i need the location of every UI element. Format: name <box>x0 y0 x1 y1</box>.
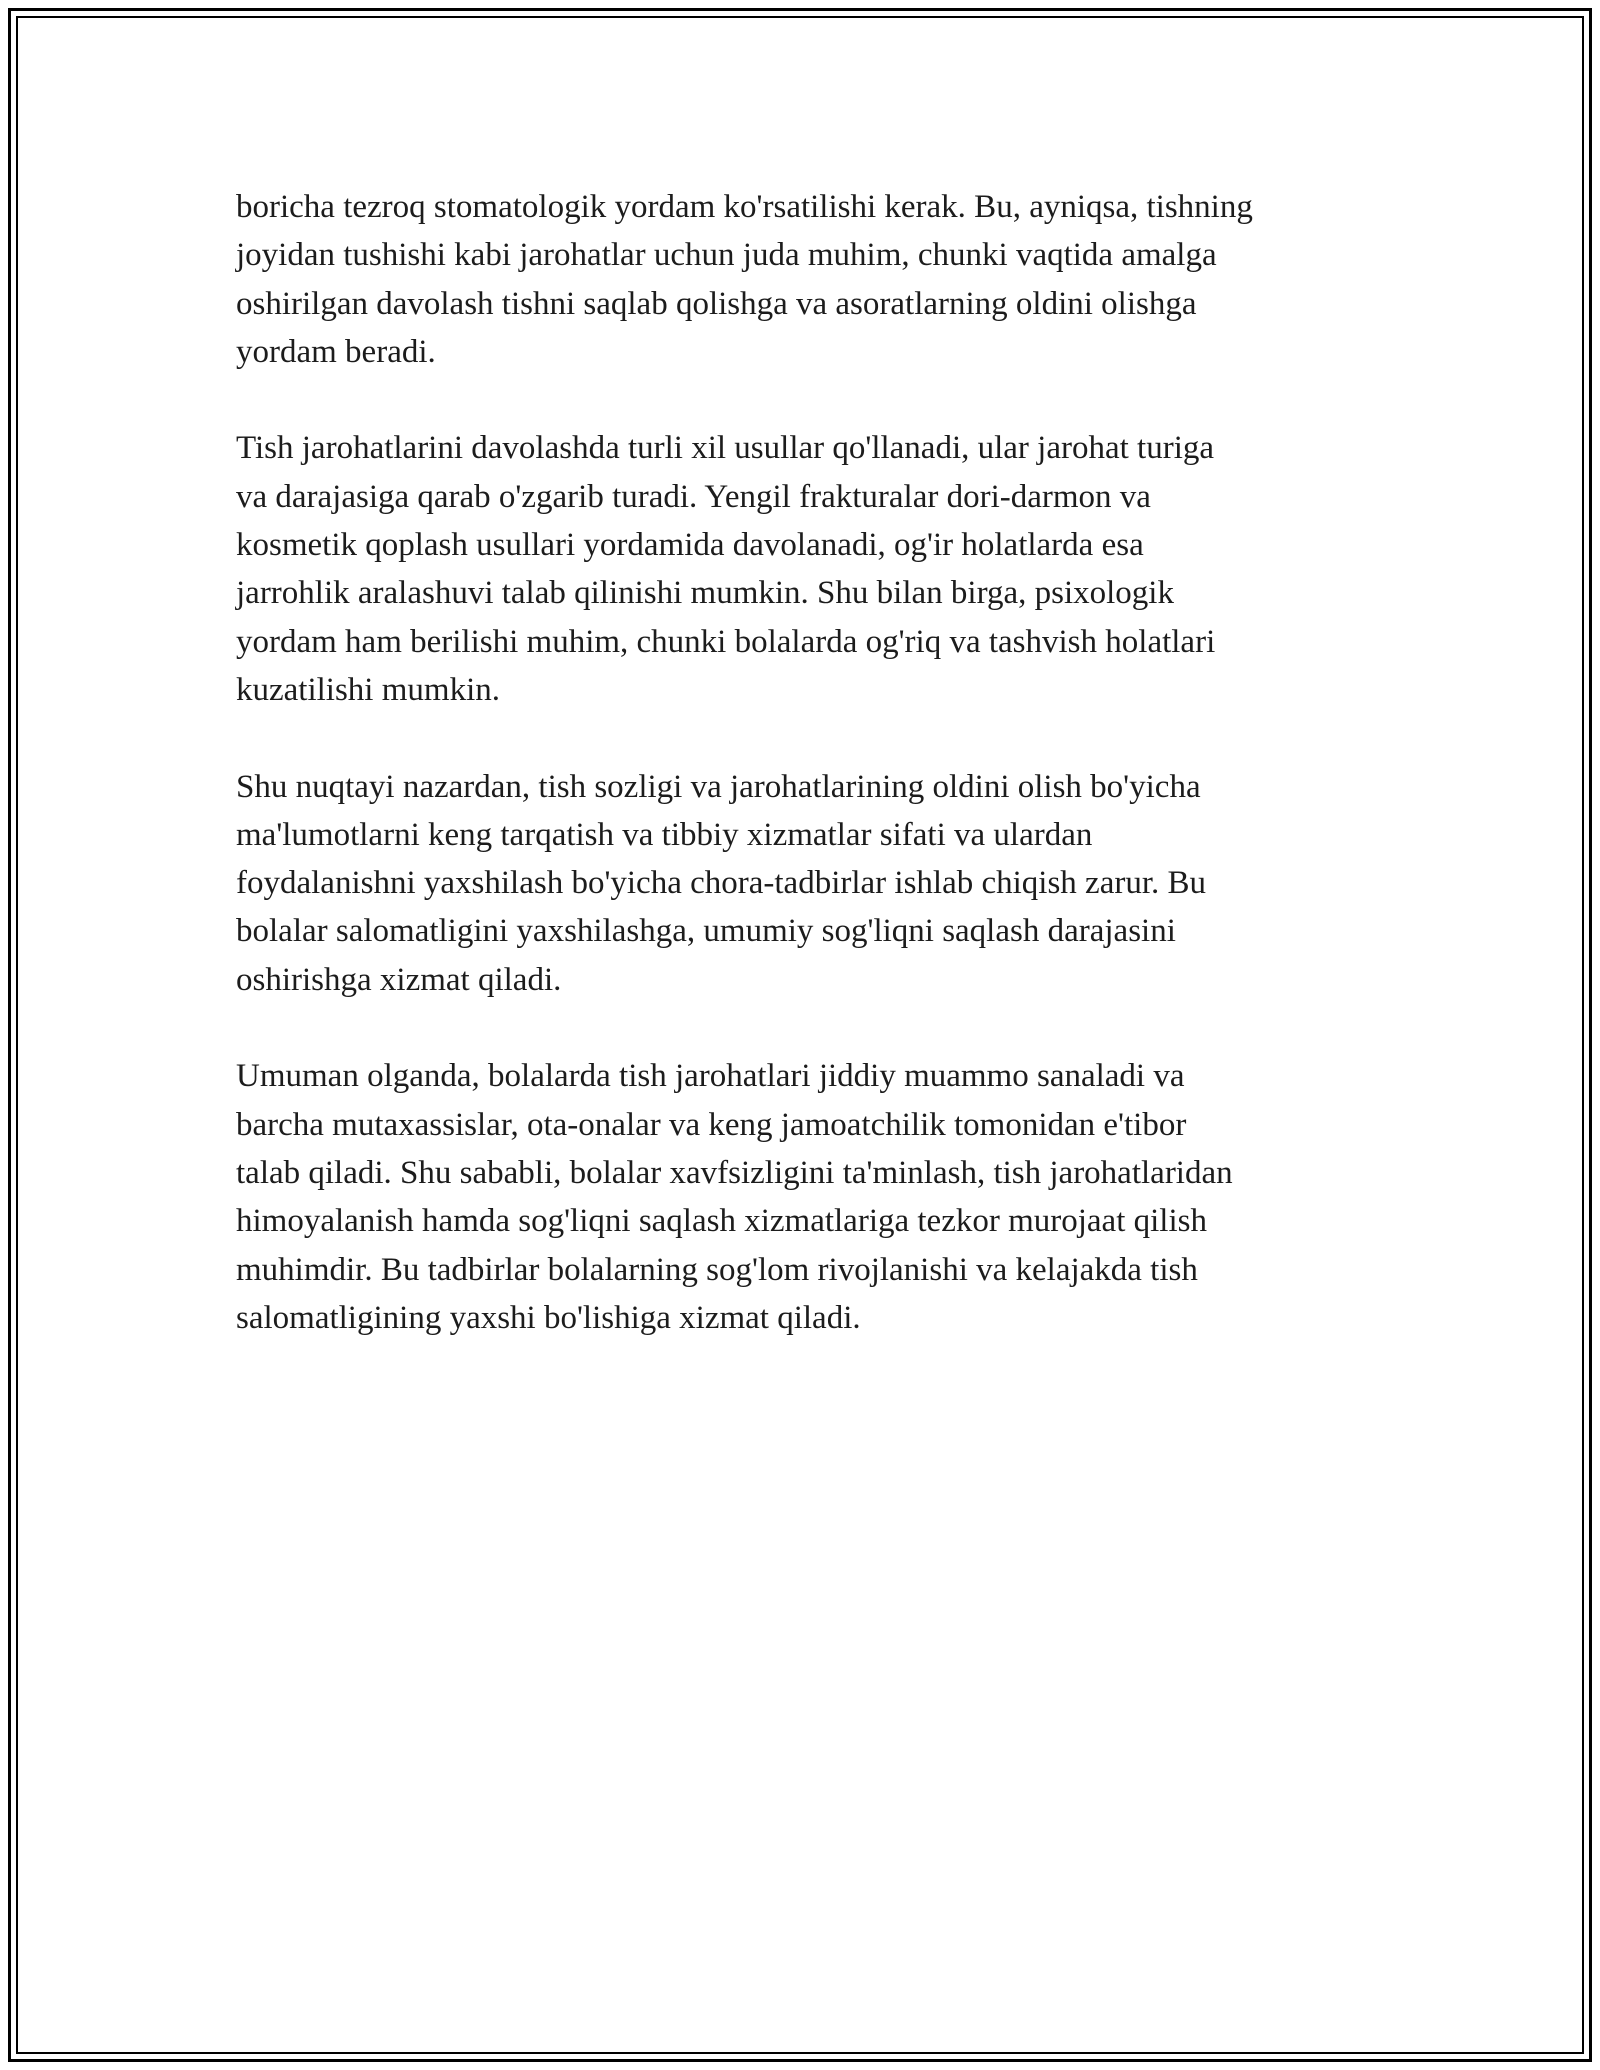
text-line: foydalanishni yaxshilash bo'yicha chora-tadbirlar ishlab chiqish zarur. Bu <box>236 865 1207 902</box>
text-line: kosmetik qoplash usullari yordamida davolanadi, og'ir holatlarda esa <box>236 527 1144 564</box>
document-body <box>236 183 1376 1390</box>
text-line: yordam ham berilishi muhim, chunki bolalarda og'riq va tashvish holatlari <box>236 623 1216 660</box>
paragraph <box>236 763 1376 1004</box>
paragraph <box>236 424 1376 714</box>
text-line: va darajasiga qarab o'zgarib turadi. Yengil frakturalar dori-darmon va <box>236 478 1151 515</box>
text-line: barcha mutaxassislar, ota-onalar va keng jamoatchilik tomonidan e'tibor <box>236 1106 1187 1143</box>
text-line: Tish jarohatlarini davolashda turli xil usullar qo'llanadi, ular jarohat turiga <box>236 430 1215 467</box>
text-line: muhimdir. Bu tadbirlar bolalarning sog'lom rivojlanishi va kelajakda tish <box>236 1251 1198 1288</box>
text-line: joyidan tushishi kabi jarohatlar uchun juda muhim, chunki vaqtida amalga <box>236 237 1217 274</box>
text-line: salomatligining yaxshi bo'lishiga xizmat qiladi. <box>236 1299 861 1336</box>
paragraph <box>236 1052 1376 1342</box>
text-line: talab qiladi. Shu sababli, bolalar xavfsizligini ta'minlash, tish jarohatlaridan <box>236 1154 1233 1191</box>
text-line: jarrohlik aralashuvi talab qilinishi mumkin. Shu bilan birga, psixologik <box>236 575 1174 612</box>
text-line: ma'lumotlarni keng tarqatish va tibbiy xizmatlar sifati va ulardan <box>236 816 1093 853</box>
text-line: oshirilgan davolash tishni saqlab qolishga va asoratlarning oldini olishga <box>236 285 1197 322</box>
text-line: yordam beradi. <box>236 333 436 370</box>
paragraph <box>236 183 1376 376</box>
text-line: Umuman olganda, bolalarda tish jarohatlari jiddiy muammo sanaladi va <box>236 1058 1185 1095</box>
text-line: Shu nuqtayi nazardan, tish sozligi va jarohatlarining oldini olish bo'yicha <box>236 768 1201 805</box>
text-line: bolalar salomatligini yaxshilashga, umumiy sog'liqni saqlash darajasini <box>236 913 1176 950</box>
text-line: oshirishga xizmat qiladi. <box>236 961 562 998</box>
text-line: kuzatilishi mumkin. <box>236 671 500 708</box>
text-line: himoyalanish hamda sog'liqni saqlash xizmatlariga tezkor murojaat qilish <box>236 1203 1207 1240</box>
text-line: boricha tezroq stomatologik yordam ko'rsatilishi kerak. Bu, ayniqsa, tishning <box>236 189 1253 225</box>
